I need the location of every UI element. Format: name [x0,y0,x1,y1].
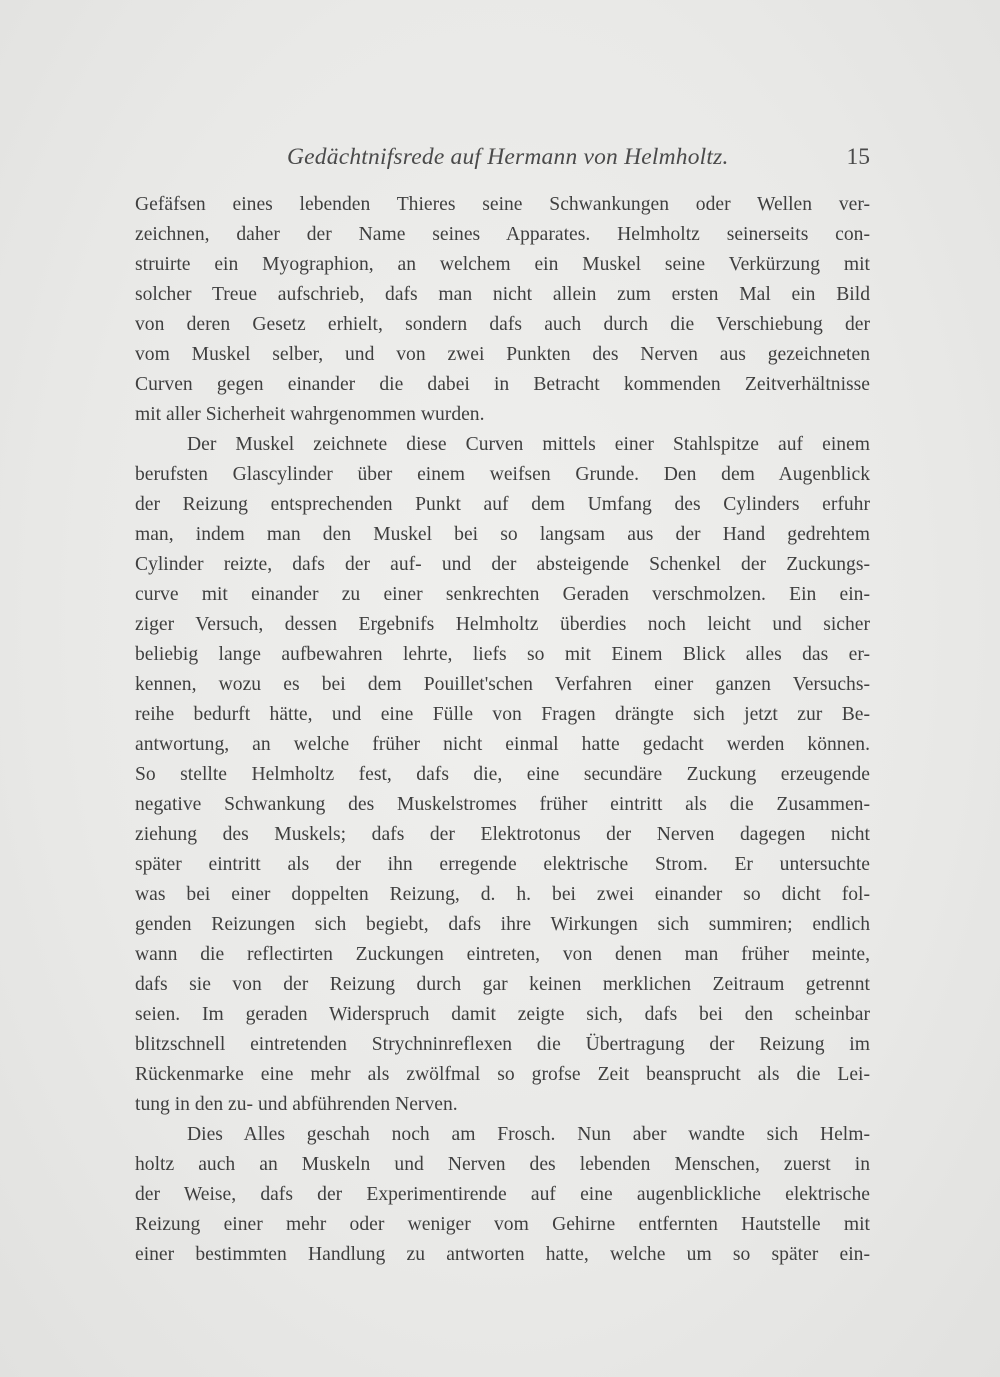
text-line: einer bestimmten Handlung zu antworten hatte, welche um so später ein- [135,1244,870,1265]
text-line: antwortung, an welche früher nicht einmal hatte gedacht werden können. [135,734,870,755]
text-line: Rückenmarke eine mehr als zwölfmal so grofse Zeit beansprucht als die Lei- [135,1064,870,1085]
text-line: reihe bedurft hätte, und eine Fülle von Fragen drängte sich jetzt zur Be- [135,704,870,725]
text-line: man, indem man den Muskel bei so langsam aus der Hand gedrehtem [135,524,870,545]
text-line: zeichnen, daher der Name seines Apparates. Helmholtz seinerseits con- [135,224,870,245]
text-line: blitzschnell eintretenden Strychninreflexen die Übertragung der Reizung im [135,1034,870,1055]
text-line: Curven gegen einander die dabei in Betracht kommenden Zeitverhältnisse [135,374,870,395]
text-line: Dies Alles geschah noch am Frosch. Nun aber wandte sich Helm- [187,1124,870,1145]
text-line: von deren Gesetz erhielt, sondern dafs auch durch die Verschiebung der [135,314,870,335]
text-line: kennen, wozu es bei dem Pouillet'schen Verfahren einer ganzen Versuchs- [135,674,870,695]
text-line: ziehung des Muskels; dafs der Elektrotonus der Nerven dagegen nicht [135,824,870,845]
text-line: Reizung einer mehr oder weniger vom Gehirne entfernten Hautstelle mit [135,1214,870,1235]
text-line: wann die reflectirten Zuckungen eintreten, von denen man früher meinte, [135,944,870,965]
text-line: der Weise, dafs der Experimentirende auf eine augenblickliche elektrische [135,1184,870,1205]
text-line: So stellte Helmholtz fest, dafs die, eine secundäre Zuckung erzeugende [135,764,870,785]
text-line: holtz auch an Muskeln und Nerven des lebenden Menschen, zuerst in [135,1154,870,1175]
text-line: genden Reizungen sich begiebt, dafs ihre Wirkungen sich summiren; endlich [135,914,870,935]
running-title: Gedächtnifsrede auf Hermann von Helmholtz. [287,144,729,170]
text-line: Gefäfsen eines lebenden Thieres seine Schwankungen oder Wellen ver- [135,194,870,215]
text-line: was bei einer doppelten Reizung, d. h. bei zwei einander so dicht fol- [135,884,870,905]
text-line: Der Muskel zeichnete diese Curven mittels einer Stahlspitze auf einem [187,434,870,455]
text-line: struirte ein Myographion, an welchem ein Muskel seine Verkürzung mit [135,254,870,275]
text-line: negative Schwankung des Muskelstromes früher eintritt als die Zusammen- [135,794,870,815]
text-line: Cylinder reizte, dafs der auf- und der absteigende Schenkel der Zuckungs- [135,554,870,575]
body-text [135,190,870,1270]
text-line: vom Muskel selber, und von zwei Punkten des Nerven aus gezeichneten [135,344,870,365]
running-header [135,144,870,176]
text-line: solcher Treue aufschrieb, dafs man nicht allein zum ersten Mal ein Bild [135,284,870,305]
text-line: curve mit einander zu einer senkrechten Geraden verschmolzen. Ein ein- [135,584,870,605]
text-line: beliebig lange aufbewahren lehrte, liefs so mit Einem Blick alles das er- [135,644,870,665]
page-number: 15 [846,144,870,170]
text-line: ziger Versuch, dessen Ergebnifs Helmholtz überdies noch leicht und sicher [135,614,870,635]
text-line: später eintritt als der ihn erregende elektrische Strom. Er untersuchte [135,854,870,875]
text-line: seien. Im geraden Widerspruch damit zeigte sich, dafs bei den scheinbar [135,1004,870,1025]
text-line: dafs sie von der Reizung durch gar keinen merklichen Zeitraum getrennt [135,974,870,995]
text-line: mit aller Sicherheit wahrgenommen wurden. [135,404,485,425]
text-line: der Reizung entsprechenden Punkt auf dem Umfang des Cylinders erfuhr [135,494,870,515]
text-line: berufsten Glascylinder über einem weifsen Grunde. Den dem Augenblick [135,464,870,485]
text-line: tung in den zu- und abführenden Nerven. [135,1094,458,1115]
